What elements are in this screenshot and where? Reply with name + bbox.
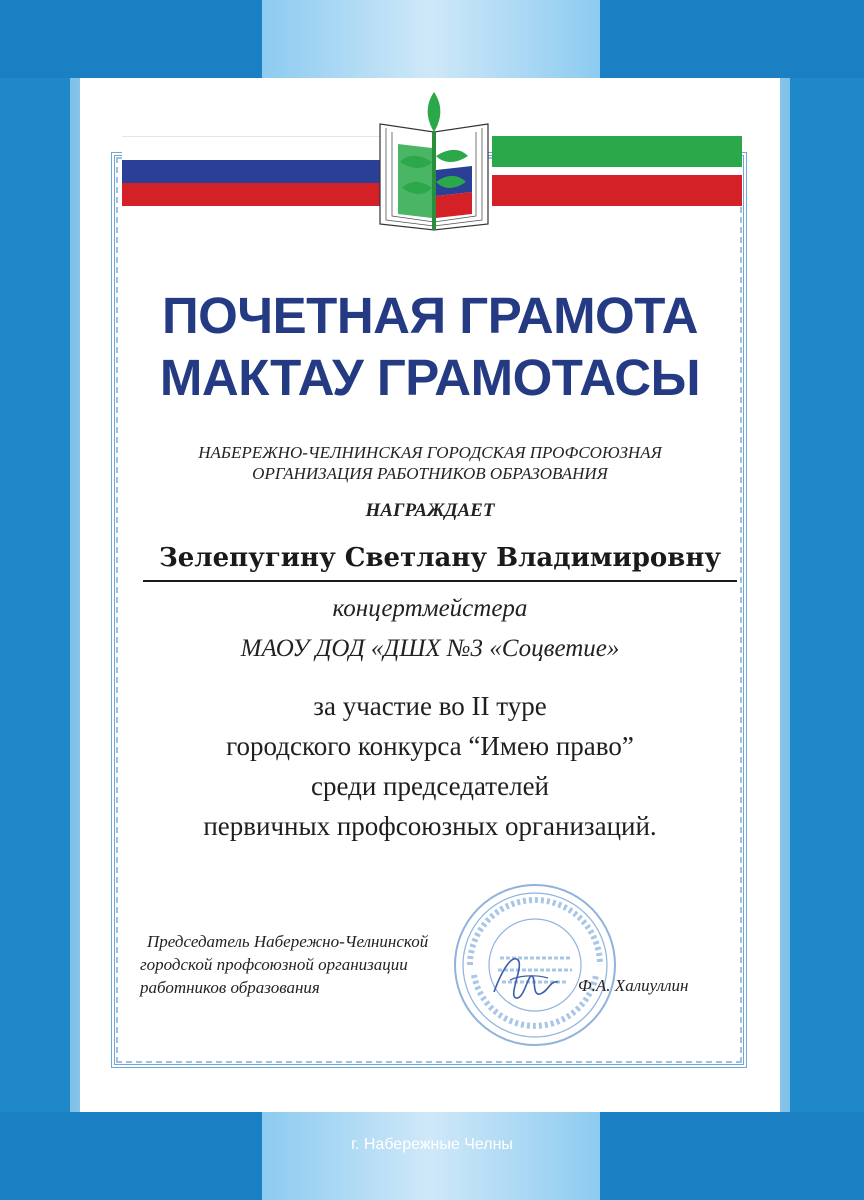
recipient-institution: МАОУ ДОД «ДШХ №3 «Соцветие» xyxy=(240,635,620,662)
award-reason-line3: среди председателей xyxy=(310,771,550,801)
recipient-position: концертмейстера xyxy=(332,595,528,622)
award-reason-line2: городского конкурса “Имею право” xyxy=(226,731,634,761)
open-book-with-sprout-emblem-icon xyxy=(372,92,496,232)
tatarstan-flag-stripes xyxy=(492,136,742,206)
recipient-name: Зелепугину Светлану Владимировну xyxy=(159,543,721,573)
handwritten-signature-icon xyxy=(488,940,568,1010)
awards-label: НАГРАЖДАЕТ xyxy=(365,500,495,521)
award-reason-line4: первичных профсоюзных организаций. xyxy=(203,811,657,841)
award-reason-line1: за участие во II туре xyxy=(313,691,547,721)
signatory-name: Ф.А. Халиуллин xyxy=(578,976,689,995)
background-bottom-band xyxy=(0,1112,864,1200)
recipient-underline xyxy=(143,580,737,582)
organization-name-line1: НАБЕРЕЖНО-ЧЕЛНИНСКАЯ ГОРОДСКАЯ ПРОФСОЮЗНАЯ xyxy=(198,443,662,462)
organization-name-line2: ОРГАНИЗАЦИЯ РАБОТНИКОВ ОБРАЗОВАНИЯ xyxy=(252,464,608,483)
russian-flag-stripes xyxy=(122,136,384,206)
certificate-title-tatar: МАКТАУ ГРАМОТАСЫ xyxy=(159,349,701,406)
signatory-title-line1: Председатель Набережно-Челнинской xyxy=(147,932,429,951)
signatory-title-line3: работников образования xyxy=(140,978,320,997)
signatory-title-line2: городской профсоюзной организации xyxy=(140,955,408,974)
background-top-band xyxy=(0,0,864,78)
certificate-title-russian: ПОЧЕТНАЯ ГРАМОТА xyxy=(161,287,699,344)
footer-city: г. Набережные Челны xyxy=(351,1136,513,1153)
